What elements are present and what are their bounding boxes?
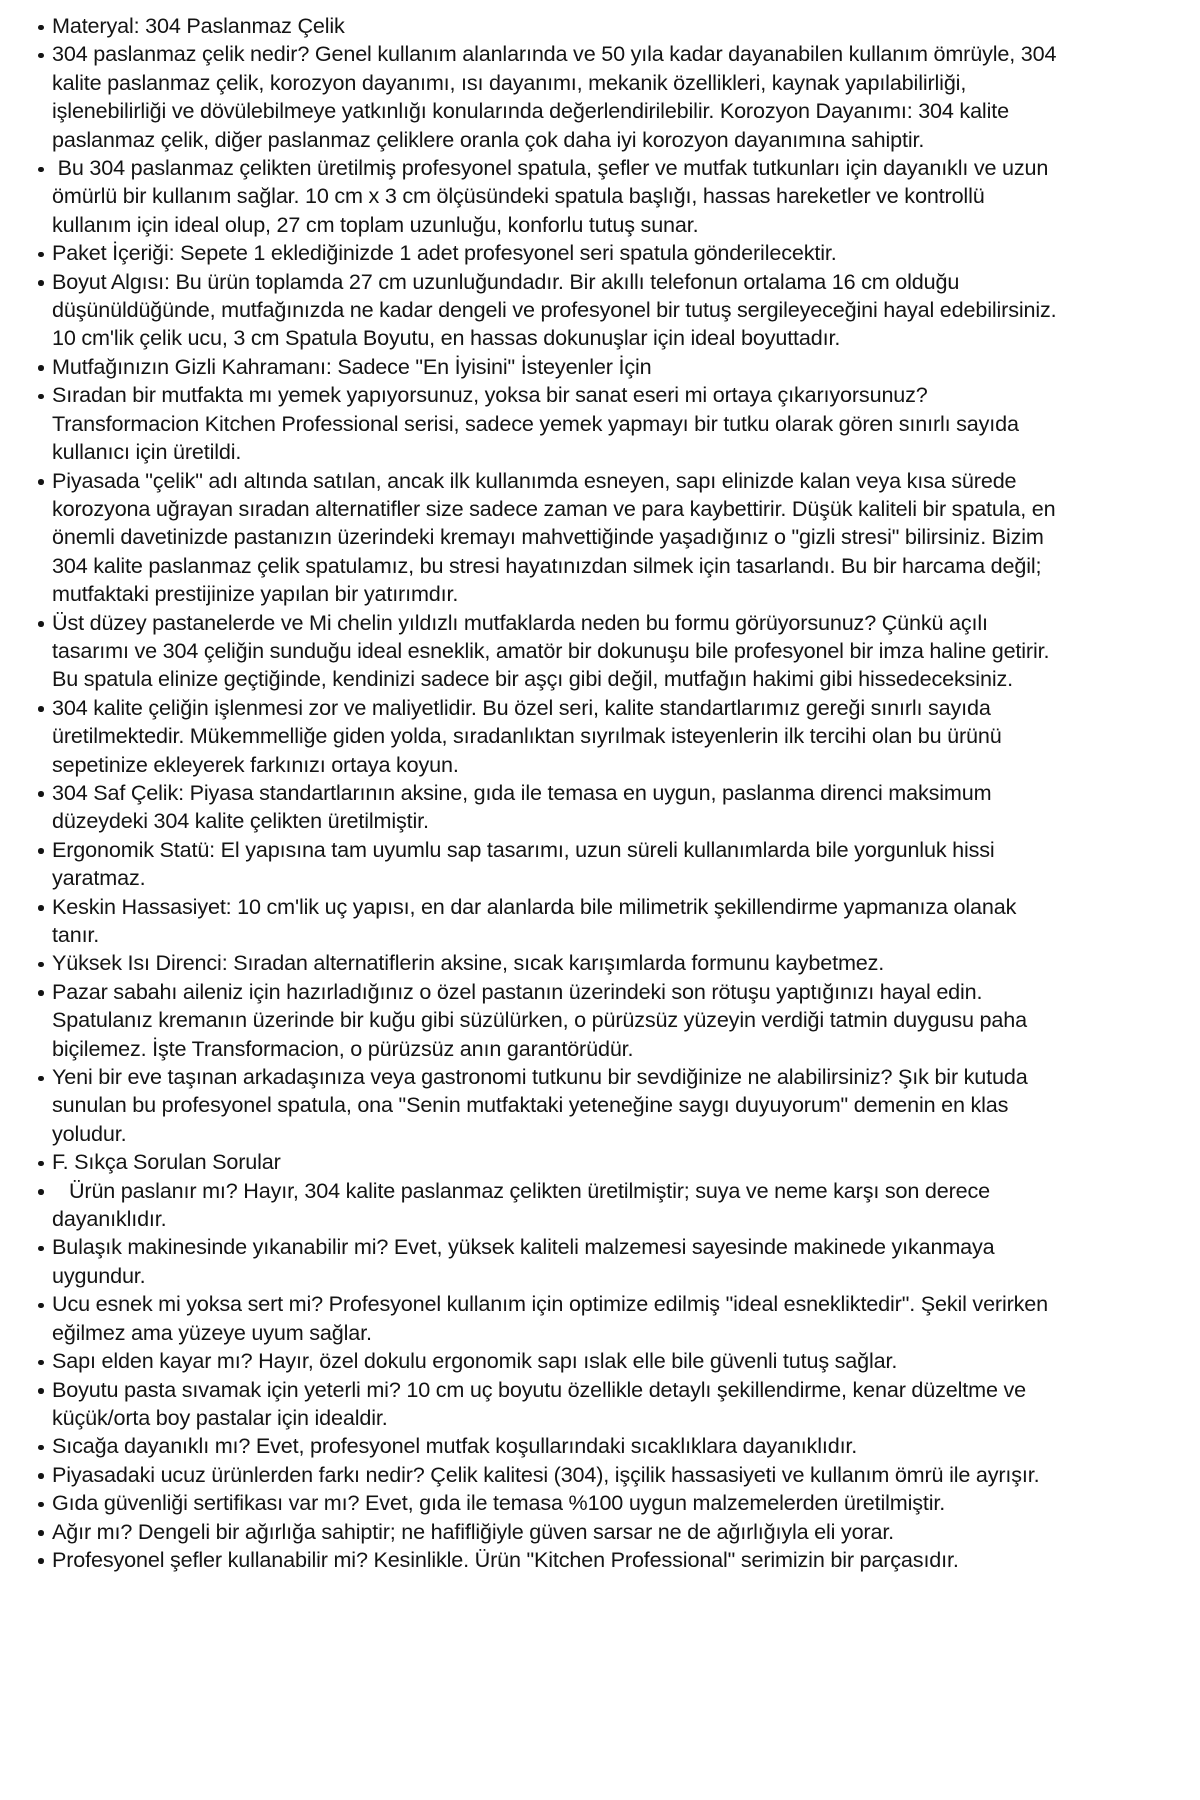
list-item: Sıcağa dayanıklı mı? Evet, profesyonel mutfak koşullarındaki sıcaklıklara dayanıklıdır. [22,1432,1060,1460]
list-item: 304 paslanmaz çelik nedir? Genel kullanım alanlarında ve 50 yıla kadar dayanabilen kullanım ömrüyle, 304 kalite paslanmaz çelik, korozyon dayanımı, ısı dayanımı, mekanik özellikleri, kaynak yapılabilirliği, işlenebilirliği ve dövülebilmeye yatkınlığı konularında değerlendirilebilir. Korozyon Dayanımı: 304 kalite paslanmaz çelik, diğer paslanmaz çeliklere oranla çok daha iyi korozyon dayanımına sahiptir. [22,40,1060,154]
list-item: Materyal: 304 Paslanmaz Çelik [22,12,1060,40]
list-item: Pazar sabahı aileniz için hazırladığınız o özel pastanın üzerindeki son rötuşu yaptığınızı hayal edin. Spatulanız kremanın üzerinde bir kuğu gibi süzülürken, o pürüzsüz yüzeyin verdiği tatmin duygusu paha biçilemez. İşte Transformacion, o pürüzsüz anın garantörüdür. [22,978,1060,1063]
list-item: Bu 304 paslanmaz çelikten üretilmiş profesyonel spatula, şefler ve mutfak tutkunları için dayanıklı ve uzun ömürlü bir kullanım sağlar. 10 cm x 3 cm ölçüsündeki spatula başlığı, hassas hareketler ve kontrollü kullanım için ideal olup, 27 cm toplam uzunluğu, konforlu tutuş sunar. [22,154,1060,239]
list-item: Keskin Hassasiyet: 10 cm'lik uç yapısı, en dar alanlarda bile milimetrik şekillendirme yapmanıza olanak tanır. [22,893,1060,950]
list-item: Üst düzey pastanelerde ve Mi chelin yıldızlı mutfaklarda neden bu formu görüyorsunuz? Çünkü açılı tasarımı ve 304 çeliğin sunduğu ideal esneklik, amatör bir dokunuşu bile profesyonel bir imza haline getirir. Bu spatula elinize geçtiğinde, kendinizi sadece bir aşçı gibi değil, mutfağın hakimi gibi hissedeceksiniz. [22,609,1060,694]
list-item: Mutfağınızın Gizli Kahramanı: Sadece "En İyisini" İsteyenler İçin [22,353,1060,381]
list-item: Profesyonel şefler kullanabilir mi? Kesinlikle. Ürün "Kitchen Professional" serimizin bir parçasıdır. [22,1546,1060,1574]
list-item: Ürün paslanır mı? Hayır, 304 kalite paslanmaz çelikten üretilmiştir; suya ve neme karşı son derece dayanıklıdır. [22,1177,1060,1234]
list-item: Ergonomik Statü: El yapısına tam uyumlu sap tasarımı, uzun süreli kullanımlarda bile yorgunluk hissi yaratmaz. [22,836,1060,893]
list-item: 304 Saf Çelik: Piyasa standartlarının aksine, gıda ile temasa en uygun, paslanma direnci maksimum düzeydeki 304 kalite çelikten üretilmiştir. [22,779,1060,836]
list-item: Piyasadaki ucuz ürünlerden farkı nedir? Çelik kalitesi (304), işçilik hassasiyeti ve kullanım ömrü ile ayrışır. [22,1461,1060,1489]
list-item: Sapı elden kayar mı? Hayır, özel dokulu ergonomik sapı ıslak elle bile güvenli tutuş sağlar. [22,1347,1060,1375]
product-feature-list [22,12,1063,1574]
list-item: F. Sıkça Sorulan Sorular [22,1148,1060,1176]
list-item: Boyut Algısı: Bu ürün toplamda 27 cm uzunluğundadır. Bir akıllı telefonun ortalama 16 cm olduğu düşünüldüğünde, mutfağınızda ne kadar dengeli ve profesyonel bir tutuş sergileyeceğini hayal edebilirsiniz. 10 cm'lik çelik ucu, 3 cm Spatula Boyutu, en hassas dokunuşlar için ideal boyuttadır. [22,268,1060,353]
list-item: Gıda güvenliği sertifikası var mı? Evet, gıda ile temasa %100 uygun malzemelerden üretilmiştir. [22,1489,1060,1517]
list-item: Yüksek Isı Direnci: Sıradan alternatiflerin aksine, sıcak karışımlarda formunu kaybetmez. [22,949,1060,977]
list-item: 304 kalite çeliğin işlenmesi zor ve maliyetlidir. Bu özel seri, kalite standartlarımız gereği sınırlı sayıda üretilmektedir. Mükemmelliğe giden yolda, sıradanlıktan sıyrılmak isteyenlerin ilk tercihi olan bu ürünü sepetinize ekleyerek farkınızı ortaya koyun. [22,694,1060,779]
list-item: Boyutu pasta sıvamak için yeterli mi? 10 cm uç boyutu özellikle detaylı şekillendirme, kenar düzeltme ve küçük/orta boy pastalar için idealdir. [22,1376,1060,1433]
list-item: Piyasada "çelik" adı altında satılan, ancak ilk kullanımda esneyen, sapı elinizde kalan veya kısa sürede korozyona uğrayan sıradan alternatifler size sadece zaman ve para kaybettirir. Düşük kaliteli bir spatula, en önemli davetinizde pastanızın üzerindeki kremayı mahvettiğinde yaşadığınız o "gizli stresi" bilirsiniz. Bizim 304 kalite paslanmaz çelik spatulamız, bu stresi hayatınızdan silmek için tasarlandı. Bu bir harcama değil; mutfaktaki prestijinize yapılan bir yatırımdır. [22,467,1060,609]
list-item: Paket İçeriği: Sepete 1 eklediğinizde 1 adet profesyonel seri spatula gönderilecektir. [22,239,1060,267]
list-item: Ağır mı? Dengeli bir ağırlığa sahiptir; ne hafifliğiyle güven sarsar ne de ağırlığıyla eli yorar. [22,1518,1060,1546]
list-item: Yeni bir eve taşınan arkadaşınıza veya gastronomi tutkunu bir sevdiğinize ne alabilirsiniz? Şık bir kutuda sunulan bu profesyonel spatula, ona "Senin mutfaktaki yeteneğine saygı duyuyorum" demenin en klas yoludur. [22,1063,1060,1148]
list-item: Sıradan bir mutfakta mı yemek yapıyorsunuz, yoksa bir sanat eseri mi ortaya çıkarıyorsunuz? Transformacion Kitchen Professional serisi, sadece yemek yapmayı bir tutku olarak gören sınırlı sayıda kullanıcı için üretildi. [22,381,1060,466]
list-item: Ucu esnek mi yoksa sert mi? Profesyonel kullanım için optimize edilmiş "ideal esnekliktedir". Şekil verirken eğilmez ama yüzeye uyum sağlar. [22,1290,1060,1347]
list-item: Bulaşık makinesinde yıkanabilir mi? Evet, yüksek kaliteli malzemesi sayesinde makinede yıkanmaya uygundur. [22,1233,1060,1290]
